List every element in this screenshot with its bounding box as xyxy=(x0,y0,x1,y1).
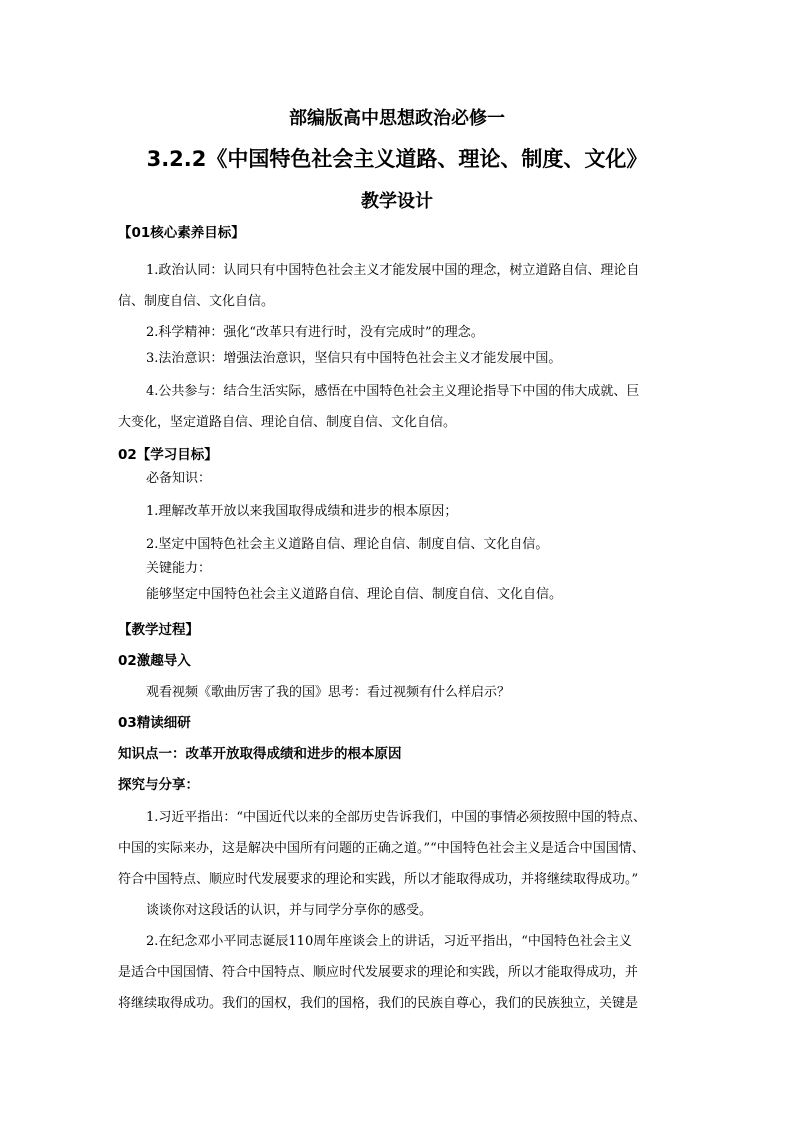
core-item-1a: 1.政治认同：认同只有中国特色社会主义才能发展中国的理念，树立道路自信、理论自 xyxy=(146,263,640,278)
title-line-3: 教学设计 xyxy=(361,191,433,212)
explore-heading: 探究与分享： xyxy=(118,777,199,793)
ability-label: 关键能力： xyxy=(146,561,212,576)
core-objectives-heading: 【01核心素养目标】 xyxy=(118,225,245,241)
core-item-1b: 信、制度自信、文化自信。 xyxy=(118,294,275,309)
question-1a: 1.习近平指出：“中国近代以来的全部历史告诉我们，中国的事情必须按照中国的特点、 xyxy=(146,810,647,825)
question-2c: 将继续取得成功。我们的国权，我们的国格，我们的民族自尊心，我们的民族独立，关键是 xyxy=(118,996,639,1011)
intro-heading: 02激趣导入 xyxy=(118,653,191,669)
core-item-4a: 4.公共参与：结合生活实际，感悟在中国特色社会主义理论指导下中国的伟大成就、巨 xyxy=(146,384,640,399)
core-item-2: 2.科学精神：强化“改革只有进行时，没有完成时”的理念。 xyxy=(146,325,484,340)
core-item-3: 3.法治意识：增强法治意识，坚信只有中国特色社会主义才能发展中国。 xyxy=(146,351,562,366)
knowledge-point-1-heading: 知识点一：改革开放取得成绩和进步的根本原因 xyxy=(118,746,402,762)
question-2b: 是适合中国国情、符合中国特点、顺应时代发展要求的理论和实践，所以才能取得成功，并 xyxy=(118,965,639,980)
question-1b: 中国的实际来办，这是解决中国所有问题的正确之道。”“中国特色社会主义是适合中国国情、 xyxy=(118,841,645,856)
title-line-2: 3.2.2《中国特色社会主义道路、理论、制度、文化》 xyxy=(146,147,648,171)
intro-text: 观看视频《歌曲厉害了我的国》思考：看过视频有什么样启示？ xyxy=(146,685,511,700)
title-line-1: 部编版高中思想政治必修一 xyxy=(289,108,505,129)
study-heading: 03精读细研 xyxy=(118,715,191,731)
question-2a: 2.在纪念邓小平同志诞辰110周年座谈会上的讲话，习近平指出，“中国特色社会主义 xyxy=(146,934,632,949)
knowledge-item-1: 1.理解改革开放以来我国取得成绩和进步的根本原因； xyxy=(146,504,458,519)
knowledge-label: 必备知识： xyxy=(146,471,212,486)
question-1c: 符合中国特点、顺应时代发展要求的理论和实践，所以才能取得成功，并将继续取得成功。” xyxy=(118,872,639,887)
ability-text: 能够坚定中国特色社会主义道路自信、理论自信、制度自信、文化自信。 xyxy=(146,587,563,602)
question-1d: 谈谈你对这段话的认识，并与同学分享你的感受。 xyxy=(146,903,433,918)
knowledge-item-2: 2.坚定中国特色社会主义道路自信、理论自信、制度自信、文化自信。 xyxy=(146,537,549,552)
teaching-process-heading: 【教学过程】 xyxy=(118,622,199,638)
core-item-4b: 大变化，坚定道路自信、理论自信、制度自信、文化自信。 xyxy=(118,415,457,430)
learning-objectives-heading: 02【学习目标】 xyxy=(118,447,218,463)
